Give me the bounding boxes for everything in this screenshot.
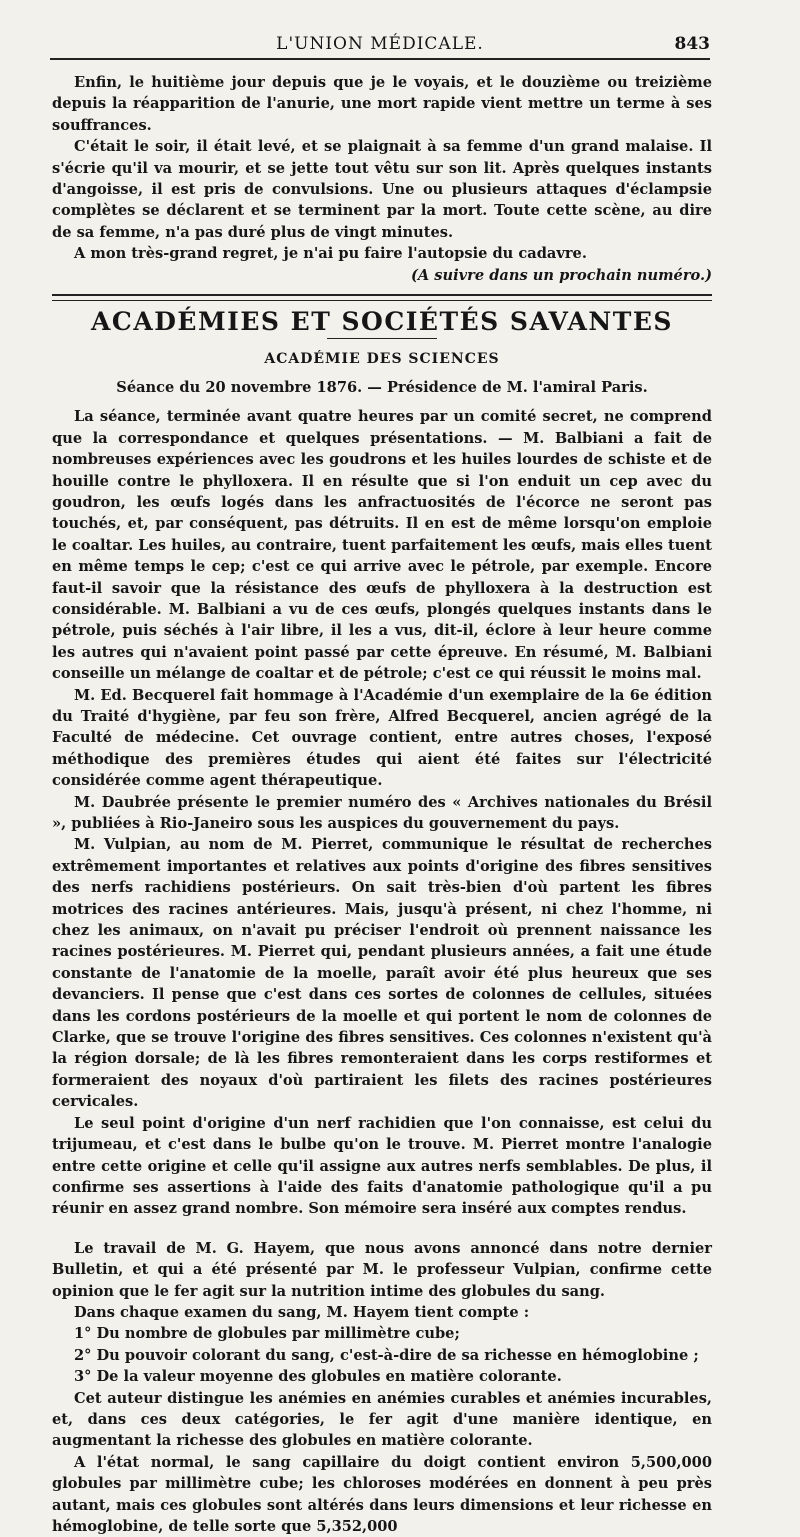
section-title: ACADÉMIES ET SOCIÉTÉS SAVANTES bbox=[91, 307, 673, 337]
paragraph-hayem: Le travail de M. G. Hayem, que nous avons annoncé dans notre dernier Bulletin, et qui a été présenté par M. le professeur Vulpian, confirme cette opinion que le fer agit sur la nutrition intime des globules du sang. bbox=[52, 1239, 712, 1300]
paragraph-etat-normal: A l'état normal, le sang capillaire du doigt contient environ 5,500,000 globules par millimètre cube; les chloroses modérées en donnent à peu près autant, mais ces globules sont altérés dans leurs dimensions et leur richesse en hémoglobine, de telle sorte que 5,352,000 bbox=[52, 1453, 712, 1535]
paragraph-anemies: Cet auteur distingue les anémies en anémies curables et anémies incurables, et, dans ces deux catégories, le fer agit d'une manière identique, en augmentant la richesse des globules en matière colorante. bbox=[52, 1389, 712, 1450]
page-number: 843 bbox=[674, 34, 710, 54]
paragraph-balbiani: La séance, terminée avant quatre heures par un comité secret, ne comprend que la correspondance et quelques présentations. — M. Balbiani a fait de nombreuses expériences avec les goudrons et les huiles lourdes de schiste et de houille contre le phylloxera. Il en résulte que si l'on enduit un cep avec du goudron, les œufs logés dans les anfractuosités de l'écorce ne seront pas touchés, et, par conséquent, pas détruits. Il en est de même lorsqu'on emploie le coaltar. Les huiles, au contraire, tuent parfaitement les œufs, mais elles tuent en même temps le cep; c'est ce qui arrive avec le pétrole, par exemple. Encore faut-il savoir que la résistance des œufs de phylloxera à la destruction est considérable. M. Balbiani a vu de ces œufs, plongés quelques instants dans le pétrole, puis séchés à l'air libre, il les a vus, dit-il, éclore à leur heure comme les autres qui n'avaient point passé par cette épreuve. En résumé, M. Balbiani conseille un mélange de coaltar et de pétrole; c'est ce qui réussit le moins mal. bbox=[52, 408, 712, 683]
section-divider bbox=[52, 294, 712, 301]
paragraph-trijumeau: Le seul point d'origine d'un nerf rachidien que l'on connaisse, est celui du trijumeau, et c'est dans le bulbe qu'on le trouve. M. Pierret montre l'analogie entre cette origine et celle qu'il assigne aux autres nerfs semblables. De plus, il confirme ses assertions à l'aide des faits d'anatomie pathologique qu'il a pu réunir en assez grand nombre. Son mémoire sera inséré aux comptes rendus. bbox=[52, 1114, 712, 1218]
paragraph-daubree: M. Daubrée présente le premier numéro des « Archives nationales du Brésil », publiées à Rio-Janeiro sous les auspices du gouvernement du pays. bbox=[52, 793, 712, 832]
seance-line: Séance du 20 novembre 1876. — Présidence de M. l'amiral Paris. bbox=[116, 378, 648, 396]
intro-paragraph-3: A mon très-grand regret, je n'ai pu faire l'autopsie du cadavre. bbox=[74, 245, 587, 263]
intro-paragraph-1: Enfin, le huitième jour depuis que je le voyais, et le douzième ou treizième depuis la réapparition de l'anurie, une mort rapide vient mettre un terme à ses souffrances. bbox=[52, 74, 712, 134]
section-subtitle: ACADÉMIE DES SCIENCES bbox=[264, 351, 500, 368]
list-item-1: 1° Du nombre de globules par millimètre cube; bbox=[74, 1325, 460, 1343]
running-header bbox=[50, 28, 710, 60]
title-underline bbox=[327, 338, 437, 339]
paragraph-examen: Dans chaque examen du sang, M. Hayem tient compte : bbox=[74, 1303, 530, 1321]
paragraph-becquerel: M. Ed. Becquerel fait hommage à l'Académie d'un exemplaire de la 6e édition du Traité d'hygiène, par feu son frère, Alfred Becquerel, ancien agrégé de la Faculté de médecine. Cet ouvrage contient, entre autres choses, l'exposé méthodique des premières études qui aient été faites sur l'électricité considérée comme agent thérapeutique. bbox=[52, 686, 712, 790]
journal-title: L'UNION MÉDICALE. bbox=[276, 34, 484, 54]
list-item-3: 3° De la valeur moyenne des globules en matière colorante. bbox=[74, 1368, 562, 1386]
list-item-2: 2° Du pouvoir colorant du sang, c'est-à-dire de sa richesse en hémoglobine ; bbox=[74, 1346, 699, 1364]
page-body bbox=[52, 72, 712, 1537]
paragraph-gap bbox=[52, 1220, 712, 1238]
intro-paragraph-2: C'était le soir, il était levé, et se plaignait à sa femme d'un grand malaise. Il s'écrie qu'il va mourir, et se jette tout vêtu sur son lit. Après quelques instants d'angoisse, il est pris de convulsions. Une ou plusieurs attaques d'éclampsie complètes se déclarent et se terminent par la mort. Toute cette scène, au dire de sa femme, n'a pas duré plus de vingt minutes. bbox=[52, 138, 712, 241]
paragraph-vulpian: M. Vulpian, au nom de M. Pierret, communique le résultat de recherches extrêmement importantes et relatives aux points d'origine des fibres sensitives des nerfs rachidiens postérieurs. On sait très-bien d'où partent les fibres motrices des racines antérieures. Mais, jusqu'à présent, ni chez l'homme, ni chez les animaux, on n'avait pu préciser l'endroit où prennent naissance les racines postérieures. M. Pierret qui, pendant plusieurs années, a fait une étude constante de l'anatomie de la moelle, paraît avoir été plus heureux que ses devanciers. Il pense que c'est dans ces sortes de colonnes de cellules, situées dans les cordons postérieurs de la moelle et qui portent le nom de colonnes de Clarke, que se trouve l'origine des fibres sensitives. Ces colonnes n'existent qu'à la région dorsale; de là les fibres remonteraient dans les corps restiformes et formeraient des noyaux d'où partiraient les filets des racines postérieures cervicales. bbox=[52, 836, 712, 1111]
continuation-note: (A suivre dans un prochain numéro.) bbox=[411, 266, 712, 284]
